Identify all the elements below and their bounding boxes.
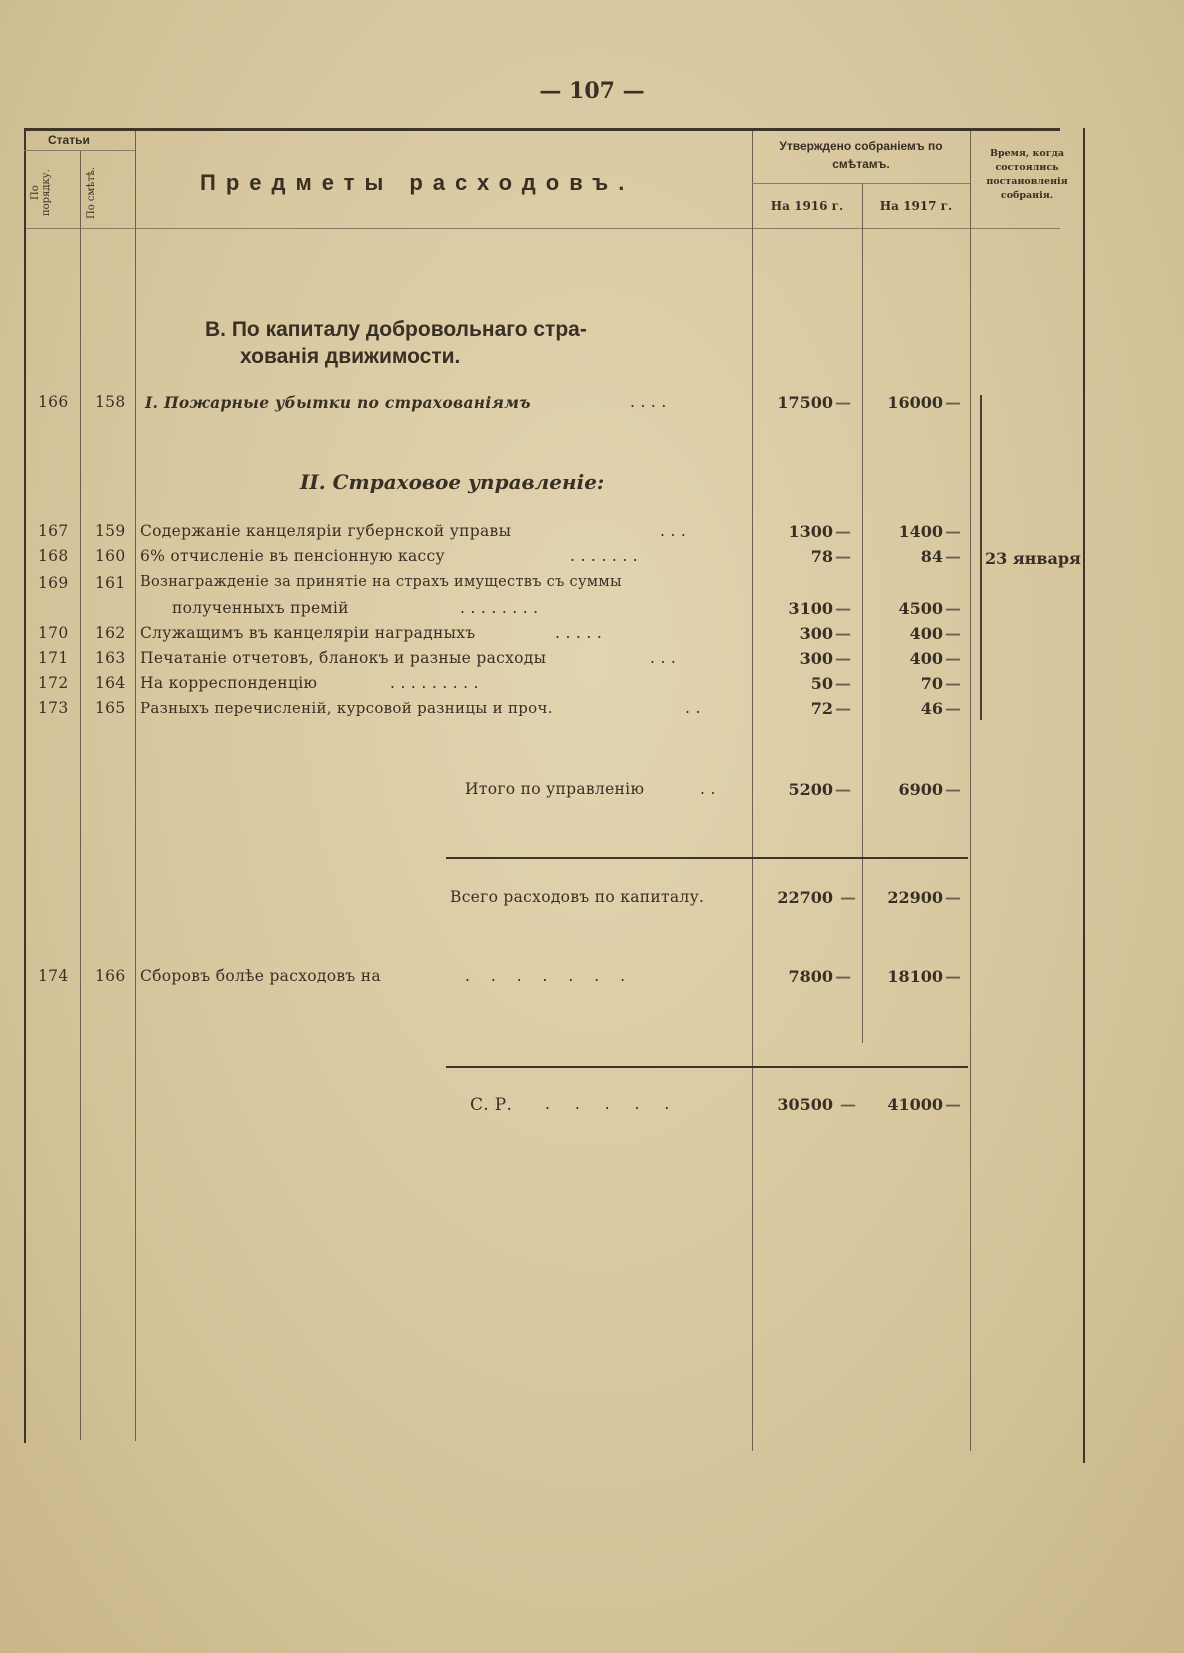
- row-text: 6% отчисленіе въ пенсіонную кассу: [140, 547, 445, 565]
- row-1917-dash: —: [945, 674, 961, 693]
- po-smete-label: По смѣтѣ.: [86, 166, 97, 220]
- row-dots: . . . . .: [555, 624, 603, 642]
- col-sep-1: [80, 150, 81, 1440]
- row-1917: 70: [920, 674, 943, 693]
- sr-rule: [446, 1066, 968, 1068]
- row-1917-dash: —: [945, 699, 961, 718]
- time-note: 23 января: [985, 549, 1081, 568]
- table-top-rule: [24, 128, 1060, 131]
- row-1917: 84: [920, 547, 943, 566]
- row-174-1917: 18100: [887, 967, 943, 986]
- sr-label: С. Р.: [470, 1095, 513, 1115]
- itogo-1916: 5200: [788, 780, 833, 799]
- itogo-1917: 6900: [898, 780, 943, 799]
- row-dots: . . .: [660, 522, 687, 540]
- row-1916: 1300: [788, 522, 833, 541]
- row-n1: 169: [38, 574, 69, 592]
- row-174-n1: 174: [38, 967, 69, 985]
- row-1917-dash: —: [945, 624, 961, 643]
- row-1917: 4500: [898, 599, 943, 618]
- row-text: Печатаніе отчетовъ, бланокъ и разные расходы: [140, 649, 547, 667]
- col-sep-5: [970, 131, 971, 1451]
- col-sep-3: [752, 131, 753, 1451]
- vsego-1916: 22700: [777, 888, 833, 907]
- header-title: Предметы расходовъ.: [200, 170, 635, 195]
- time-bracket: [980, 395, 982, 720]
- row-n1: 173: [38, 699, 69, 717]
- row-n2: 159: [95, 522, 126, 540]
- row-1916-dash: —: [835, 699, 851, 718]
- row-1917-dash: —: [945, 599, 961, 618]
- itogo-1917-dash: —: [945, 780, 961, 799]
- row-166-1916-dash: —: [835, 393, 851, 412]
- row-1916-dash: —: [835, 547, 851, 566]
- stati-label: Статьи: [48, 133, 90, 147]
- row-text: полученныхъ премій: [172, 599, 349, 617]
- row-1917-dash: —: [945, 547, 961, 566]
- row-n2: 160: [95, 547, 126, 565]
- row-n2: 162: [95, 624, 126, 642]
- itogo-label: Итого по управленію: [465, 780, 645, 798]
- itogo-1916-dash: —: [835, 780, 851, 799]
- itogo-dots: . .: [700, 780, 716, 798]
- row-174-n2: 166: [95, 967, 126, 985]
- row-1916: 78: [810, 547, 833, 566]
- row-n2: 165: [95, 699, 126, 717]
- row-174-1917-dash: —: [945, 967, 961, 986]
- po-poryadku-label: По порядку.: [30, 169, 52, 217]
- row-1916-dash: —: [835, 649, 851, 668]
- row-166-n1: 166: [38, 393, 69, 411]
- row-174-1916-dash: —: [835, 967, 851, 986]
- row-text: Разныхъ перечисленій, курсовой разницы и проч.: [140, 699, 553, 717]
- row-n1: 168: [38, 547, 69, 565]
- row-1916-dash: —: [835, 599, 851, 618]
- row-n1: 171: [38, 649, 69, 667]
- sr-dots: . . . . .: [545, 1095, 680, 1113]
- row-1917: 400: [909, 649, 943, 668]
- row-166-1917-dash: —: [945, 393, 961, 412]
- row-dots: . . . . . . . .: [460, 599, 539, 617]
- row-166-text: I. Пожарные убытки по страхованіямъ: [145, 393, 531, 412]
- year-1916-label: На 1916 г.: [770, 199, 844, 213]
- row-166-1916: 17500: [777, 393, 833, 412]
- section-ii-title: II. Страховое управленіе:: [300, 470, 605, 494]
- row-dots: . . .: [650, 649, 677, 667]
- row-1916: 50: [810, 674, 833, 693]
- left-border: [24, 128, 26, 1443]
- row-n1: 172: [38, 674, 69, 692]
- vsego-label: Всего расходовъ по капиталу.: [450, 888, 705, 906]
- stati-underline: [24, 150, 135, 151]
- row-text: На корреспонденцію: [140, 674, 318, 692]
- sr-1917-dash: —: [945, 1095, 961, 1114]
- row-n2: 164: [95, 674, 126, 692]
- approved-underline: [752, 183, 970, 184]
- section-b-line1: В. По капиталу добровольнаго стра-: [205, 318, 587, 341]
- approved-label: Утверждено собраніемъ по смѣтамъ.: [779, 139, 943, 171]
- sr-1916: 30500: [777, 1095, 833, 1114]
- row-n2: 161: [95, 574, 126, 592]
- row-1917: 1400: [898, 522, 943, 541]
- year-1917-label: На 1917 г.: [879, 199, 953, 213]
- row-text: Вознагражденіе за принятіе на страхъ имуществъ съ суммы: [140, 574, 622, 590]
- row-1917-dash: —: [945, 522, 961, 541]
- vsego-1917: 22900: [887, 888, 943, 907]
- page-number: — 107 —: [539, 78, 645, 104]
- row-174-1916: 7800: [788, 967, 833, 986]
- row-text: Служащимъ въ канцеляріи наградныхъ: [140, 624, 476, 642]
- row-n2: 163: [95, 649, 126, 667]
- row-dots: . .: [685, 699, 701, 717]
- row-text: Содержаніе канцеляріи губернской управы: [140, 522, 512, 540]
- row-dots: . . . . . . . . .: [390, 674, 479, 692]
- row-1916-dash: —: [835, 624, 851, 643]
- row-174-text: Сборовъ болѣе расходовъ на: [140, 967, 381, 985]
- row-166-dots: . . . .: [630, 393, 667, 411]
- row-166-n2: 158: [95, 393, 126, 411]
- section-b-line2: хованія движимости.: [240, 345, 461, 368]
- row-1917: 400: [909, 624, 943, 643]
- row-1916: 300: [799, 624, 833, 643]
- vsego-1917-dash: —: [945, 888, 961, 907]
- header-bottom-rule: [24, 228, 1060, 229]
- time-column-label: Время, когда состоялись постановленія собранія.: [986, 148, 1068, 201]
- col-sep-2: [135, 131, 136, 1441]
- itogo-rule: [446, 857, 968, 859]
- sr-1916-dash: —: [840, 1095, 856, 1114]
- row-1916: 300: [799, 649, 833, 668]
- right-border: [1083, 128, 1085, 1463]
- col-sep-4: [862, 183, 863, 1043]
- row-166-1917: 16000: [887, 393, 943, 412]
- row-1917-dash: —: [945, 649, 961, 668]
- row-n1: 170: [38, 624, 69, 642]
- sr-1917: 41000: [887, 1095, 943, 1114]
- row-n1: 167: [38, 522, 69, 540]
- row-1916-dash: —: [835, 522, 851, 541]
- row-1917: 46: [920, 699, 943, 718]
- row-1916-dash: —: [835, 674, 851, 693]
- vsego-1916-dash: —: [840, 888, 856, 907]
- row-1916: 3100: [788, 599, 833, 618]
- row-1916: 72: [810, 699, 833, 718]
- row-174-dots: . . . . . . .: [465, 967, 634, 985]
- row-dots: . . . . . . .: [570, 547, 638, 565]
